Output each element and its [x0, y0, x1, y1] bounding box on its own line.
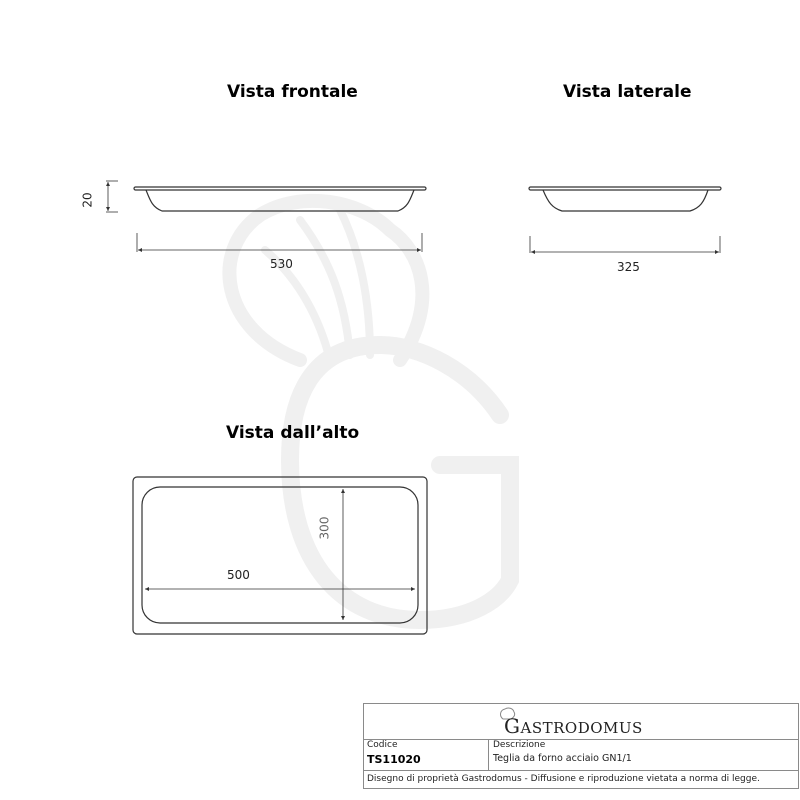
front-view-profile [134, 187, 426, 211]
copyright-notice: Disegno di proprietà Gastrodomus - Diffusione e riproduzione vietata a norma di legge. [367, 774, 760, 784]
top-view-outline [133, 477, 427, 634]
description-label: Descrizione [493, 740, 546, 750]
top-length-dimension-label: 500 [227, 568, 250, 582]
front-view-title: Vista frontale [227, 82, 358, 102]
title-block-row [364, 740, 798, 771]
height-dimension-label: 20 [80, 192, 95, 208]
top-depth-dimension-label: 300 [317, 516, 332, 540]
side-view-profile [529, 187, 721, 211]
code-label: Codice [367, 740, 398, 750]
side-view-title: Vista laterale [563, 82, 692, 102]
side-width-dimension-label: 325 [617, 260, 640, 274]
brand-name: GASTRODOMUS [504, 714, 643, 738]
code-value: TS11020 [367, 753, 421, 766]
top-view-title: Vista dall’alto [226, 423, 360, 443]
title-block [363, 703, 799, 789]
front-width-dimension-label: 530 [270, 257, 293, 271]
description-cell [489, 740, 798, 770]
brand-logo [364, 704, 798, 740]
description-value: Teglia da forno acciaio GN1/1 [493, 753, 632, 764]
code-cell [364, 740, 489, 770]
